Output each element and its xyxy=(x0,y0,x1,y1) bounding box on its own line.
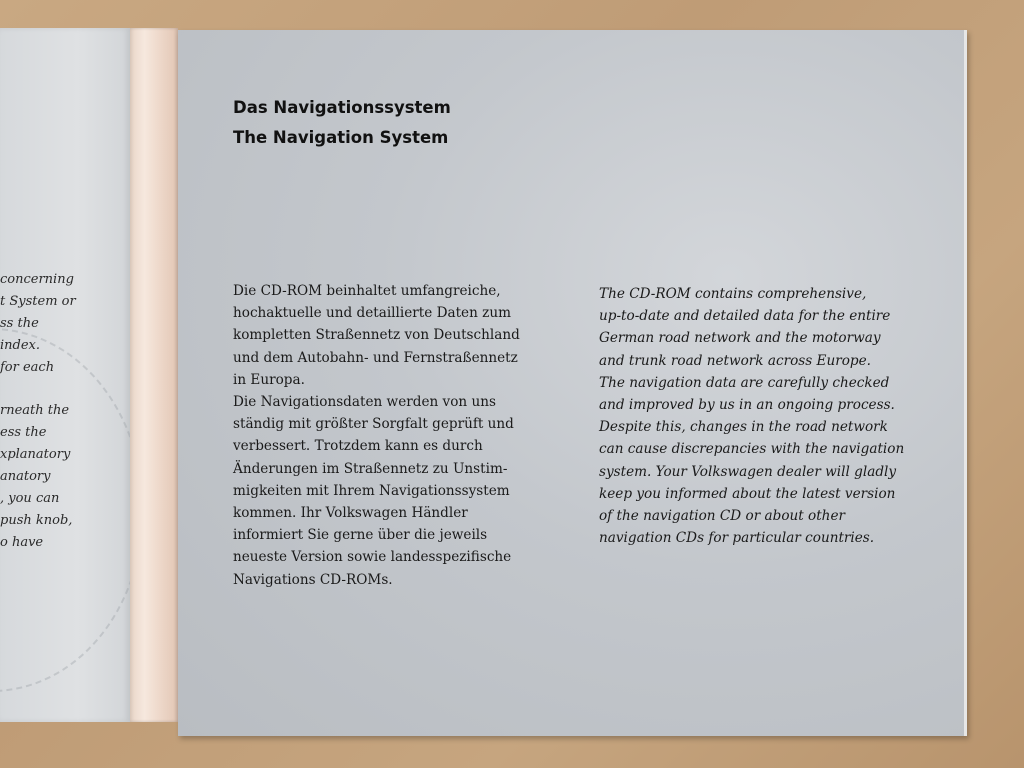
text-line: system. Your Volkswagen dealer will gladly xyxy=(599,463,897,480)
previous-page-line: for each xyxy=(0,360,55,375)
previous-page-line: o have xyxy=(0,535,44,550)
previous-page-line: index. xyxy=(0,338,41,353)
text-line: keep you informed about the latest version xyxy=(599,485,896,502)
previous-page-line: , you can xyxy=(0,491,60,506)
previous-page-text-block-1 xyxy=(0,269,130,379)
previous-page-line: ss the xyxy=(0,316,39,331)
page-title-english: The Navigation System xyxy=(233,128,449,147)
previous-page-line: rneath the xyxy=(0,403,70,418)
previous-page-line: ess the xyxy=(0,425,47,440)
previous-page-line: anatory xyxy=(0,469,51,484)
text-line: up-to-date and detailed data for the entire xyxy=(599,308,891,325)
text-line: navigation CDs for particular countries. xyxy=(599,530,875,547)
previous-page-text-block-2 xyxy=(0,400,130,554)
previous-page-line: push knob, xyxy=(0,513,73,528)
text-line: hochaktuelle und detaillierte Daten zum xyxy=(233,305,511,322)
text-line: kommen. Ihr Volkswagen Händler xyxy=(233,505,468,522)
text-line: in Europa. xyxy=(233,371,305,388)
text-line: und dem Autobahn- und Fernstraßennetz xyxy=(233,349,518,366)
text-line: neueste Version sowie landesspezifische xyxy=(233,549,512,566)
previous-page xyxy=(0,28,130,722)
text-line: kompletten Straßennetz von Deutschland xyxy=(233,327,520,344)
booklet-spine xyxy=(130,28,178,722)
text-line: and trunk road network across Europe. xyxy=(599,352,871,369)
previous-page-line: concerning xyxy=(0,272,74,287)
english-text-column xyxy=(599,283,939,549)
text-line: migkeiten mit Ihrem Navigationssystem xyxy=(233,482,510,499)
text-line: The navigation data are carefully checked xyxy=(599,374,890,391)
german-text-column xyxy=(233,280,563,591)
booklet-page xyxy=(178,30,967,736)
text-line: Despite this, changes in the road network xyxy=(599,419,888,436)
text-line: German road network and the motorway xyxy=(599,330,881,347)
text-line: verbessert. Trotzdem kann es durch xyxy=(233,438,483,455)
text-line: The CD-ROM contains comprehensive, xyxy=(599,286,867,302)
text-line: Änderungen im Straßennetz zu Unstim- xyxy=(233,460,508,477)
text-line: Die CD-ROM beinhaltet umfangreiche, xyxy=(233,283,501,299)
page-title-german: Das Navigationssystem xyxy=(233,98,451,117)
text-line: and improved by us in an ongoing process. xyxy=(599,397,895,414)
text-line: can cause discrepancies with the navigation xyxy=(599,441,905,458)
text-line: Navigations CD-ROMs. xyxy=(233,571,393,588)
text-line: informiert Sie gerne über die jeweils xyxy=(233,527,488,544)
text-line: of the navigation CD or about other xyxy=(599,508,845,525)
previous-page-line: t System or xyxy=(0,294,76,309)
text-line: Die Navigationsdaten werden von uns xyxy=(233,394,496,411)
text-line: ständig mit größter Sorgfalt geprüft und xyxy=(233,416,514,433)
previous-page-line: xplanatory xyxy=(0,447,71,462)
